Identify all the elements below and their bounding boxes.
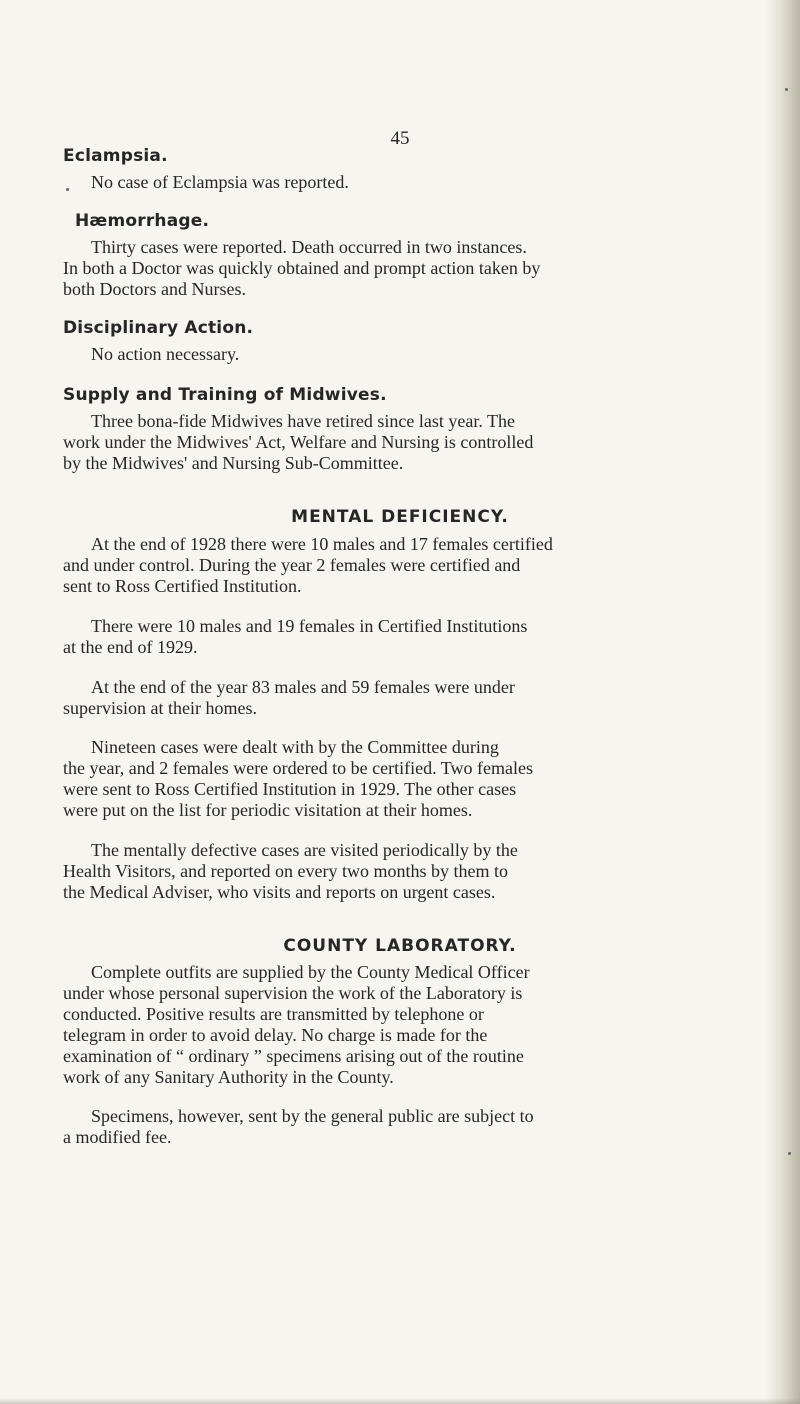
mental-deficiency-p3-line-2: supervision at their homes. [63,698,257,718]
supply-line-1: Three bona-fide Midwives have retired since last year. The [91,411,516,431]
mental-deficiency-p4-line-2: the year, and 2 females were ordered to be certified. Two females [63,758,533,778]
county-laboratory-p2-line-1: Specimens, however, sent by the general public are subject to [91,1106,534,1126]
haemorrhage-heading: Hæmorrhage. [75,211,210,231]
page-number: 45 [390,128,410,149]
mental-deficiency-p1-line-3: sent to Ross Certified Institution. [63,576,302,596]
mental-deficiency-p2-line-1: There were 10 males and 19 females in Certified Institutions [91,616,528,636]
supply-heading: Supply and Training of Midwives. [63,385,387,405]
county-laboratory-p2-line-2: a modified fee. [63,1127,172,1147]
county-laboratory-p1-line-4: telegram in order to avoid delay. No charge is made for the [63,1025,488,1045]
county-laboratory-p1-line-1: Complete outfits are supplied by the County Medical Officer [91,962,530,982]
eclampsia-heading: Eclampsia. [63,146,168,166]
mental-deficiency-p3-line-1: At the end of the year 83 males and 59 females were under [91,677,515,697]
supply-line-2: work under the Midwives' Act, Welfare and Nursing is controlled [63,432,534,452]
page-edge-shadow [766,0,800,1404]
mental-deficiency-p5-line-1: The mentally defective cases are visited periodically by the [91,840,518,860]
mental-deficiency-heading: MENTAL DEFICIENCY. [291,507,509,527]
county-laboratory-p1-line-3: conducted. Positive results are transmitted by telephone or [63,1004,484,1024]
eclampsia-text: No case of Eclampsia was reported. [91,172,349,192]
county-laboratory-heading: COUNTY LABORATORY. [283,936,517,956]
page-bottom-shadow [0,1398,800,1404]
county-laboratory-p1-line-6: work of any Sanitary Authority in the County. [63,1067,394,1087]
mental-deficiency-p4-line-3: were sent to Ross Certified Institution in 1929. The other cases [63,779,517,799]
mental-deficiency-p5-line-2: Health Visitors, and reported on every two months by them to [63,861,509,881]
mental-deficiency-p4-line-1: Nineteen cases were dealt with by the Committee during [91,737,499,757]
haemorrhage-line-2: In both a Doctor was quickly obtained and prompt action taken by [63,258,541,278]
disciplinary-text: No action necessary. [91,344,240,364]
county-laboratory-p1-line-2: under whose personal supervision the work of the Laboratory is [63,983,523,1003]
mental-deficiency-p1-line-1: At the end of 1928 there were 10 males and 17 females certified [91,534,553,554]
mental-deficiency-p4-line-4: were put on the list for periodic visitation at their homes. [63,800,473,820]
disciplinary-heading: Disciplinary Action. [63,318,254,338]
mental-deficiency-p1-line-2: and under control. During the year 2 females were certified and [63,555,521,575]
mental-deficiency-p2-line-2: at the end of 1929. [63,637,198,657]
print-speck [785,88,788,91]
supply-line-3: by the Midwives' and Nursing Sub-Committee. [63,453,404,473]
print-speck [788,1152,791,1155]
haemorrhage-line-3: both Doctors and Nurses. [63,279,246,299]
county-laboratory-p1-line-5: examination of “ ordinary ” specimens arising out of the routine [63,1046,524,1066]
print-speck [66,188,69,191]
mental-deficiency-p5-line-3: the Medical Adviser, who visits and reports on urgent cases. [63,882,496,902]
haemorrhage-line-1: Thirty cases were reported. Death occurred in two instances. [91,237,527,257]
